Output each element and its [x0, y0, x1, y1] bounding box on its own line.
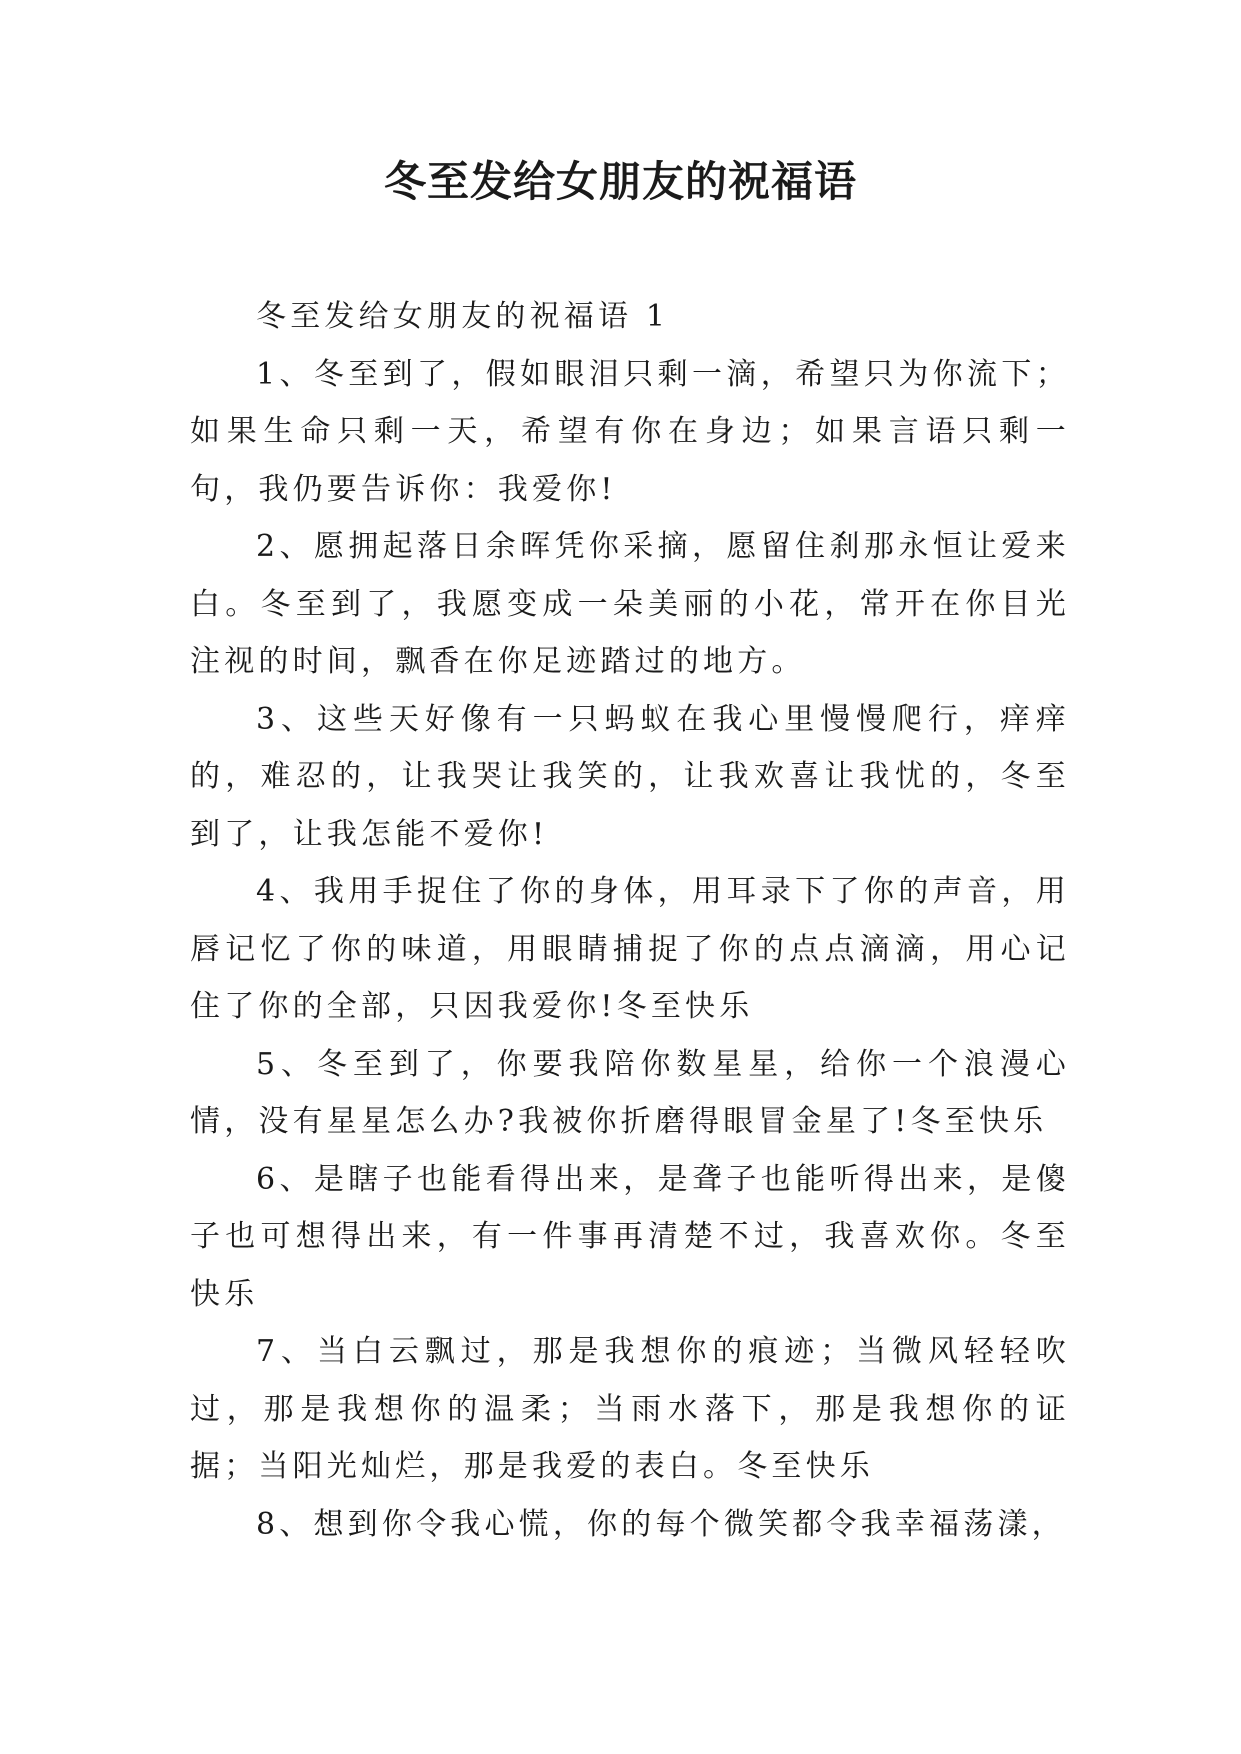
paragraph-7: 7、当白云飘过，那是我想你的痕迹；当微风轻轻吹过，那是我想你的温柔；当雨水落下，那是我想你的证据；当阳光灿烂，那是我爱的表白。冬至快乐: [190, 1334, 1070, 1484]
document-body: [190, 288, 1070, 1553]
paragraph-1: 1、冬至到了，假如眼泪只剩一滴，希望只为你流下；如果生命只剩一天，希望有你在身边；如果言语只剩一句，我仍要告诉你：我爱你!: [190, 356, 1070, 507]
paragraph-4: 4、我用手捉住了你的身体，用耳录下了你的声音，用唇记忆了你的味道，用眼睛捕捉了你的点点滴滴，用心记住了你的全部，只因我爱你!冬至快乐: [190, 874, 1070, 1024]
paragraph-5: 5、冬至到了，你要我陪你数星星，给你一个浪漫心情，没有星星怎么办?我被你折磨得眼冒金星了!冬至快乐: [190, 1046, 1070, 1139]
paragraph-2: 2、愿拥起落日余晖凭你采摘，愿留住刹那永恒让爱来白。冬至到了，我愿变成一朵美丽的小花，常开在你目光注视的时间，飘香在你足迹踏过的地方。: [190, 529, 1070, 679]
section-heading: 冬至发给女朋友的祝福语 1: [256, 299, 670, 334]
document-title: 冬至发给女朋友的祝福语: [383, 157, 857, 206]
paragraph-3: 3、这些天好像有一只蚂蚁在我心里慢慢爬行，痒痒的，难忍的，让我哭让我笑的，让我欢喜让我忧的，冬至到了，让我怎能不爱你!: [190, 701, 1070, 852]
paragraph-8: 8、想到你令我心慌，你的每个微笑都令我幸福荡漾，: [256, 1506, 1066, 1542]
paragraph-6: 6、是瞎子也能看得出来，是聋子也能听得出来，是傻子也可想得出来，有一件事再清楚不过，我喜欢你。冬至快乐: [190, 1161, 1070, 1312]
